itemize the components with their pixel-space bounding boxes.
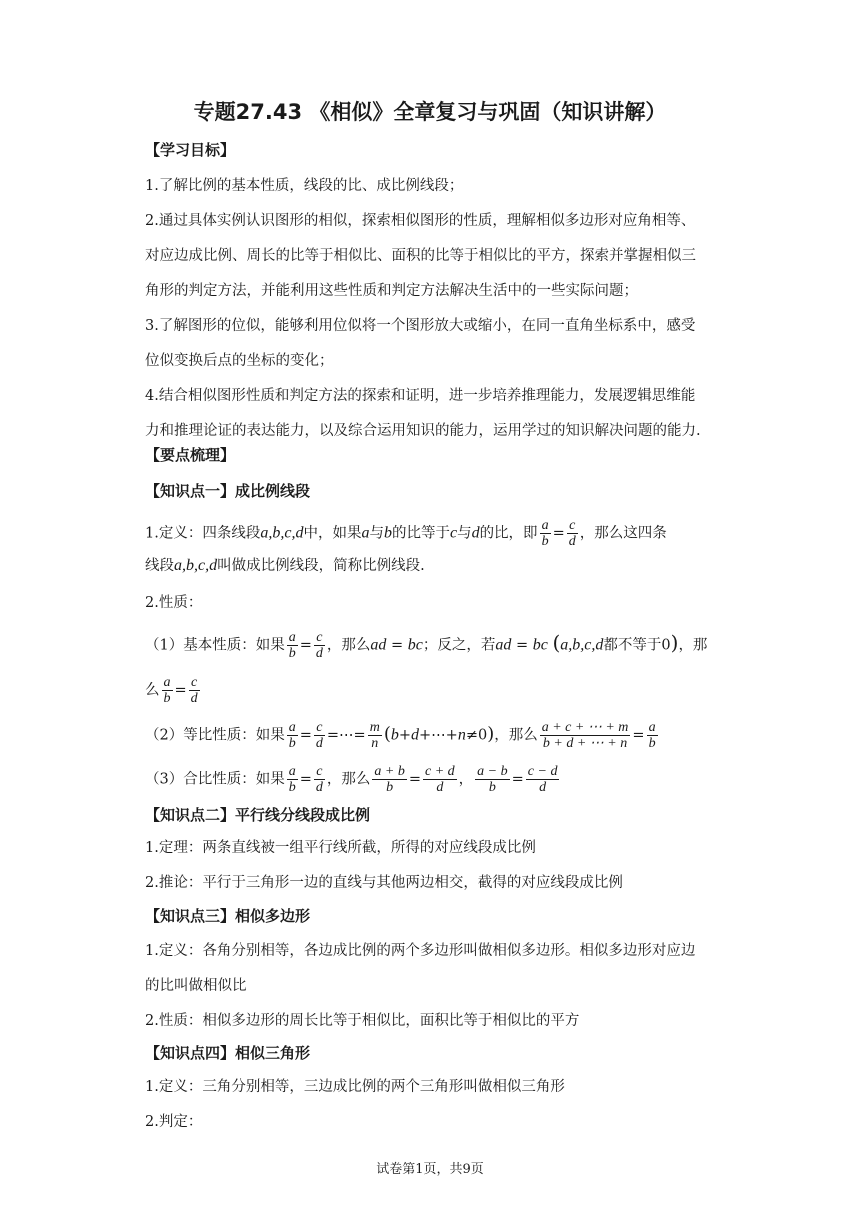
property-1-line-2: 么 $\frac{a}{b}$ = $\frac{c}{d}$ bbox=[145, 675, 198, 706]
kp3-property: 2.性质：相似多边形的周长比等于相似比，面积比等于相似比的平方 bbox=[145, 1013, 580, 1029]
page-footer: 试卷第1页，共9页 bbox=[376, 1162, 484, 1177]
kp2-theorem: 1.定理：两条直线被一组平行线所截，所得的对应线段成比例 bbox=[145, 840, 536, 856]
fraction: $\frac{a}{b}$ bbox=[541, 518, 549, 549]
objective-4-line-2: 力和推理论证的表达能力，以及综合运用知识的能力，运用学过的知识解决问题的能力. bbox=[145, 423, 701, 439]
kp1-definition-line-1: 1.定义：四条线段a,b,c,d中，如果a与b的比等于c与d的比，即 $\frac{a}{b}$ = $\frac{c}{d}$ ，那么这四条 bbox=[145, 518, 667, 549]
kp1-property-label: 2.性质： bbox=[145, 595, 203, 611]
kp4-definition: 1.定义：三角分别相等，三边成比例的两个三角形叫做相似三角形 bbox=[145, 1079, 565, 1095]
kp2-heading: 【知识点二】平行线分线段成比例 bbox=[145, 806, 371, 824]
objective-3-line-1: 3.了解图形的位似，能够利用位似将一个图形放大或缩小，在同一直角坐标系中，感受 bbox=[145, 318, 696, 334]
document-title: 专题27.43 《相似》全章复习与巩固（知识讲解） bbox=[193, 100, 667, 124]
kp4-judgment: 2.判定： bbox=[145, 1114, 203, 1130]
objective-2-line-2: 对应边成比例、周长的比等于相似比、面积的比等于相似比的平方，探索并掌握相似三 bbox=[145, 248, 696, 264]
fraction: $\frac{c}{d}$ bbox=[568, 518, 576, 549]
objective-2-line-1: 2.通过具体实例认识图形的相似，探索相似图形的性质，理解相似多边形对应角相等、 bbox=[145, 213, 696, 229]
objective-3-line-2: 位似变换后点的坐标的变化； bbox=[145, 353, 334, 369]
kp3-definition-line-1: 1.定义：各角分别相等，各边成比例的两个多边形叫做相似多边形。相似多边形对应边 bbox=[145, 943, 696, 959]
objective-2-line-3: 角形的判定方法，并能利用这些性质和判定方法解决生活中的一些实际问题； bbox=[145, 283, 638, 299]
objective-4-line-1: 4.结合相似图形性质和判定方法的探索和证明，进一步培养推理能力，发展逻辑思维能 bbox=[145, 388, 696, 404]
objectives-heading: 【学习目标】 bbox=[145, 141, 236, 159]
kp1-heading: 【知识点一】成比例线段 bbox=[145, 482, 311, 500]
kp4-heading: 【知识点四】相似三角形 bbox=[145, 1044, 311, 1062]
kp1-definition-line-2: 线段a,b,c,d叫做成比例线段，简称比例线段. bbox=[145, 557, 425, 574]
property-1-line-1: （1）基本性质：如果 $\frac{a}{b}$ = $\frac{c}{d}$ ，那么ad = bc；反之，若ad = bc (a,b,c,d都不等于0)，那 bbox=[145, 630, 708, 661]
kp3-heading: 【知识点三】相似多边形 bbox=[145, 907, 311, 925]
kp3-definition-line-2: 的比叫做相似比 bbox=[145, 978, 247, 994]
property-3: （3）合比性质：如果 $\frac{a}{b}$ = $\frac{c}{d}$ ，那么 $\frac{a + b}{b}$ = $\frac{c + d}{d}$ ， $\frac{a - b}{b}$ = $\frac{c - d}{d}$ bbox=[145, 764, 558, 795]
objective-1: 1.了解比例的基本性质，线段的比、成比例线段； bbox=[145, 178, 464, 194]
keypoints-heading: 【要点梳理】 bbox=[145, 446, 236, 464]
kp2-corollary: 2.推论：平行于三角形一边的直线与其他两边相交，截得的对应线段成比例 bbox=[145, 875, 623, 891]
property-2: （2）等比性质：如果 $\frac{a}{b}$ = $\frac{c}{d}$ =⋯= $\frac{m}{n}$ (b+d+⋯+n≠0)，那么 $\frac{a + c + \cdots + m}{b + d + \cdots + n}$ = $\frac{a}{b}$ bbox=[145, 720, 656, 751]
